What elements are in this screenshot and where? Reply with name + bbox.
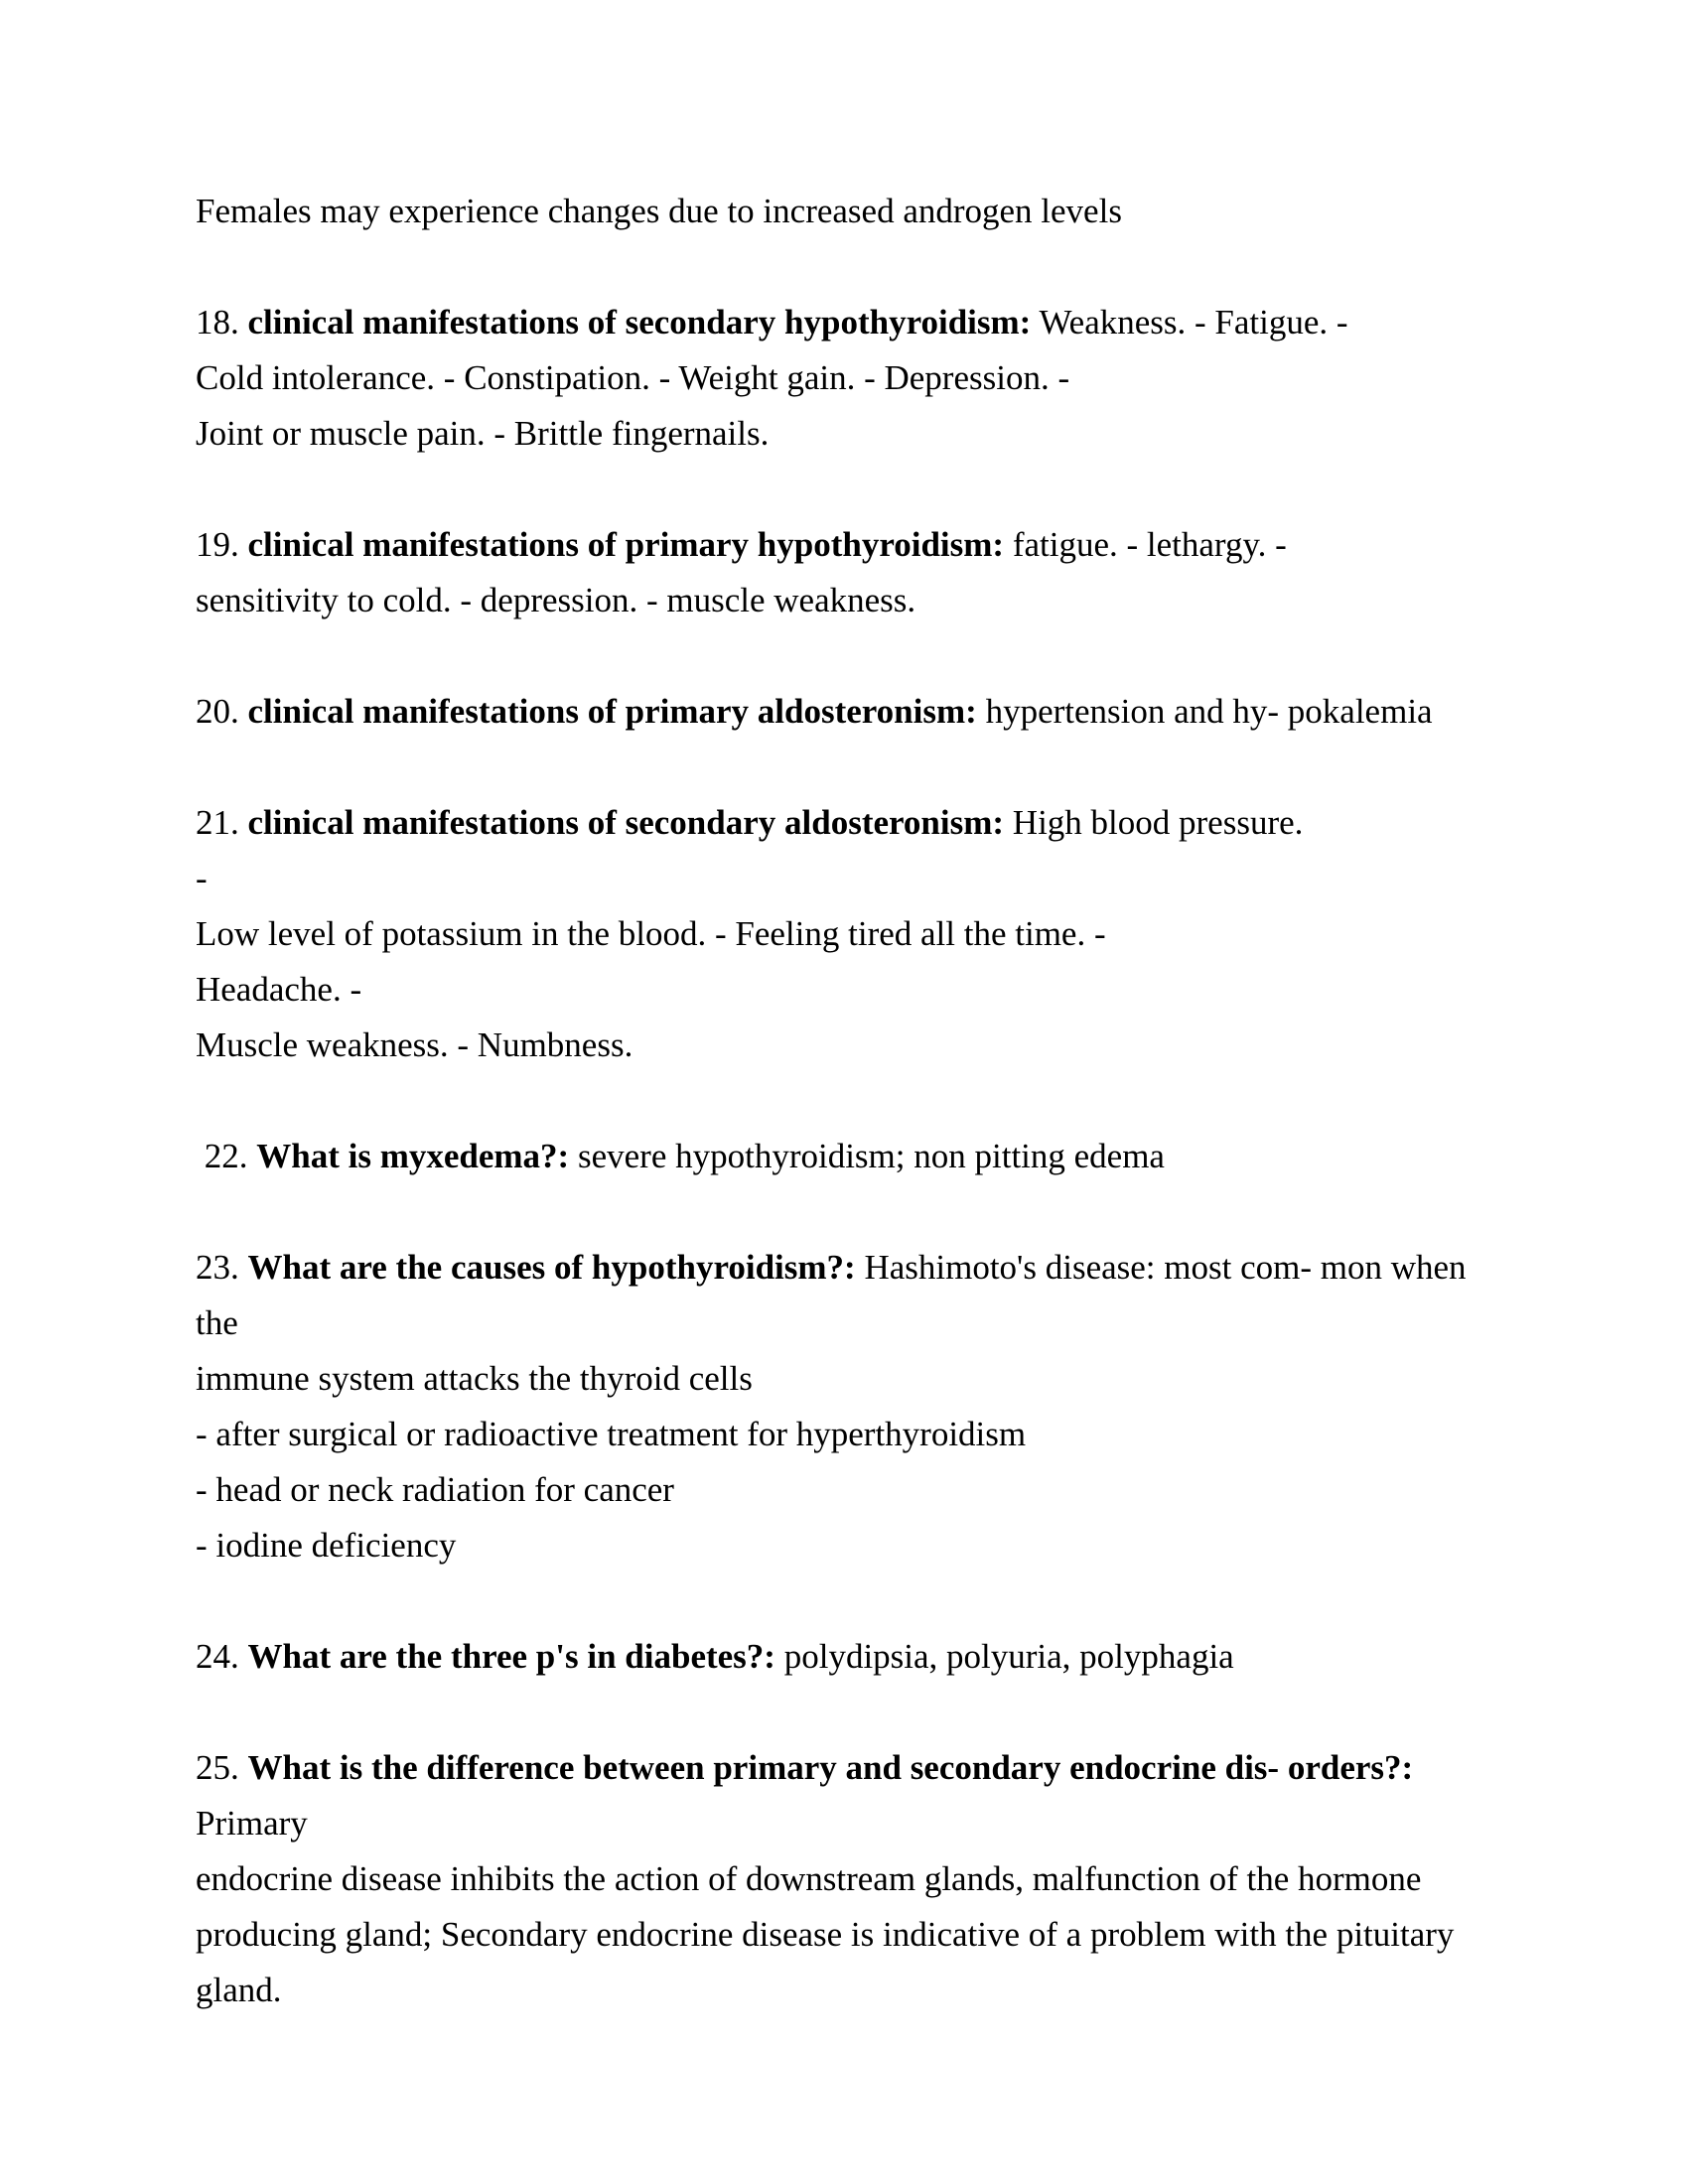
- text-line: [196, 573, 1489, 628]
- text-line: [196, 851, 1489, 906]
- text-run: polydipsia, polyuria, polyphagia: [774, 1637, 1234, 1676]
- paragraph: [196, 795, 1489, 1073]
- text-run: Joint or muscle pain. - Brittle fingernails.: [196, 414, 770, 453]
- text-line: [196, 295, 1489, 350]
- question-label: clinical manifestations of primary aldosteronism:: [247, 692, 977, 731]
- question-label: What are the three p's in diabetes?:: [247, 1637, 775, 1676]
- paragraph: [196, 295, 1489, 462]
- paragraph: [196, 517, 1489, 628]
- text-line: [196, 1629, 1489, 1685]
- text-line: [196, 1462, 1489, 1518]
- text-run: sensitivity to cold. - depression. - muscle weakness.: [196, 581, 916, 619]
- paragraph: [196, 184, 1489, 239]
- text-run: - iodine deficiency: [196, 1526, 457, 1565]
- question-label: clinical manifestations of secondary aldosteronism:: [247, 803, 1005, 842]
- text-run: Females may experience changes due to increased androgen levels: [196, 192, 1122, 230]
- text-line: [196, 962, 1489, 1018]
- question-label: What are the causes of hypothyroidism?:: [247, 1248, 856, 1287]
- text-run: 19.: [196, 525, 248, 564]
- text-line: [196, 684, 1489, 740]
- text-line: [196, 1240, 1489, 1351]
- text-run: Weakness. - Fatigue. -: [1031, 303, 1348, 341]
- text-line: [196, 406, 1489, 462]
- text-run: severe hypothyroidism; non pitting edema: [569, 1137, 1165, 1175]
- text-run: - after surgical or radioactive treatment for hyperthyroidism: [196, 1415, 1027, 1453]
- paragraph: [196, 1240, 1489, 1573]
- text-run: - head or neck radiation for cancer: [196, 1470, 674, 1509]
- paragraph: [196, 1629, 1489, 1685]
- text-run: immune system attacks the thyroid cells: [196, 1359, 753, 1398]
- text-run: Hashimoto's disease: most com- mon when the: [196, 1248, 1476, 1342]
- document-content: [196, 184, 1489, 2018]
- text-run: 18.: [196, 303, 248, 341]
- paragraph: [196, 684, 1489, 740]
- text-line: [196, 1518, 1489, 1573]
- text-line: [196, 1740, 1489, 1851]
- text-line: [196, 1129, 1489, 1184]
- text-run: hypertension and hy- pokalemia: [976, 692, 1433, 731]
- text-line: [196, 184, 1489, 239]
- text-run: 23.: [196, 1248, 248, 1287]
- question-label: clinical manifestations of secondary hypothyroidism:: [247, 303, 1032, 341]
- text-line: [196, 1907, 1489, 2018]
- text-run: fatigue. - lethargy. -: [1004, 525, 1287, 564]
- text-line: [196, 1851, 1489, 1907]
- text-line: [196, 1407, 1489, 1462]
- text-run: 20.: [196, 692, 248, 731]
- text-run: 21.: [196, 803, 248, 842]
- text-run: Muscle weakness. - Numbness.: [196, 1025, 633, 1064]
- text-run: 24.: [196, 1637, 248, 1676]
- text-run: 25.: [196, 1748, 248, 1787]
- text-line: [196, 350, 1489, 406]
- paragraph: [196, 1129, 1489, 1184]
- text-run: Cold intolerance. - Constipation. - Weight gain. - Depression. -: [196, 358, 1070, 397]
- text-run: High blood pressure.: [1004, 803, 1304, 842]
- text-line: [196, 906, 1489, 962]
- text-line: [196, 1018, 1489, 1073]
- text-run: endocrine disease inhibits the action of downstream glands, malfunction of the hormone: [196, 1859, 1422, 1898]
- text-run: producing gland; Secondary endocrine disease is indicative of a problem with the pituitary gland.: [196, 1915, 1464, 2009]
- text-run: Primary: [196, 1748, 1422, 1843]
- question-label: clinical manifestations of primary hypothyroidism:: [247, 525, 1005, 564]
- paragraph: [196, 1740, 1489, 2018]
- question-label: What is myxedema?:: [256, 1137, 570, 1175]
- text-run: Low level of potassium in the blood. - Feeling tired all the time. -: [196, 914, 1106, 953]
- text-run: 22.: [196, 1137, 257, 1175]
- text-line: [196, 517, 1489, 573]
- text-line: [196, 795, 1489, 851]
- question-label: What is the difference between primary and secondary endocrine dis- orders?:: [247, 1748, 1414, 1787]
- text-run: -: [196, 859, 208, 897]
- text-run: Headache. -: [196, 970, 362, 1009]
- text-line: [196, 1351, 1489, 1407]
